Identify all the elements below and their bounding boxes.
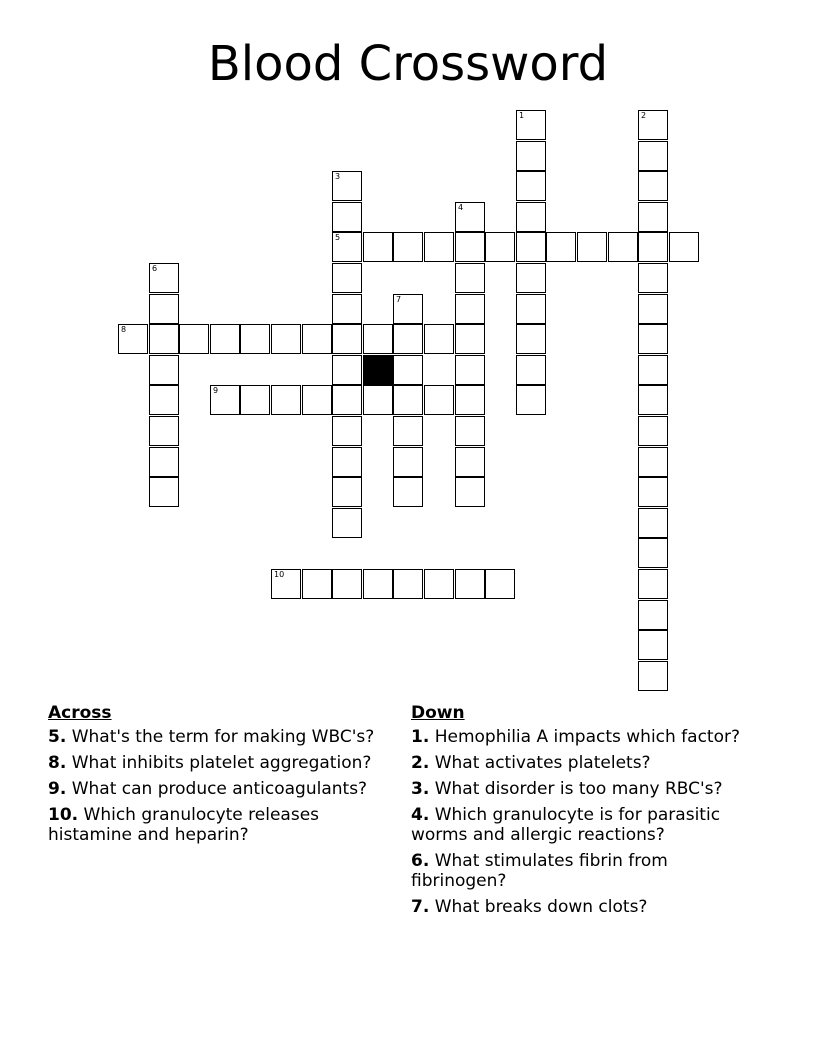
grid-cell[interactable]	[332, 416, 362, 446]
grid-cell[interactable]	[455, 447, 485, 477]
cell-number: 7	[396, 295, 402, 304]
grid-cell[interactable]	[455, 569, 485, 599]
grid-cell[interactable]	[302, 385, 332, 415]
grid-cell[interactable]	[455, 385, 485, 415]
grid-cell[interactable]	[638, 385, 668, 415]
grid-cell[interactable]	[393, 447, 423, 477]
grid-cell[interactable]	[332, 569, 362, 599]
clue-across-8	[48, 753, 378, 773]
grid-cell[interactable]	[149, 477, 179, 507]
grid-cell[interactable]	[516, 202, 546, 232]
grid-cell[interactable]	[638, 569, 668, 599]
clue-number: 8.	[48, 753, 67, 773]
clue-number: 6.	[411, 851, 430, 871]
clue-down-6	[411, 851, 741, 891]
clue-number: 3.	[411, 779, 430, 799]
grid-cell[interactable]	[485, 569, 515, 599]
grid-cell[interactable]	[302, 324, 332, 354]
grid-cell[interactable]	[455, 416, 485, 446]
clue-text: What disorder is too many RBC's?	[434, 779, 723, 799]
grid-cell[interactable]	[485, 232, 515, 262]
grid-cell[interactable]	[149, 385, 179, 415]
grid-cell[interactable]	[332, 202, 362, 232]
cell-number: 5	[335, 233, 341, 242]
grid-cell[interactable]	[516, 171, 546, 201]
grid-cell[interactable]	[332, 477, 362, 507]
grid-cell[interactable]	[271, 324, 301, 354]
grid-cell[interactable]	[302, 569, 332, 599]
grid-cell[interactable]	[455, 294, 485, 324]
clue-text: What can produce anticoagulants?	[71, 779, 368, 799]
grid-cell[interactable]	[210, 324, 240, 354]
grid-cell[interactable]	[516, 110, 546, 140]
clue-text: What inhibits platelet aggregation?	[71, 753, 372, 773]
grid-cell[interactable]	[332, 263, 362, 293]
grid-cell[interactable]	[455, 263, 485, 293]
grid-cell[interactable]	[332, 324, 362, 354]
grid-cell[interactable]	[332, 385, 362, 415]
grid-cell[interactable]	[455, 355, 485, 385]
grid-cell[interactable]	[638, 202, 668, 232]
grid-cell[interactable]	[393, 477, 423, 507]
grid-cell[interactable]	[332, 508, 362, 538]
grid-cell[interactable]	[455, 232, 485, 262]
black-square	[363, 355, 393, 385]
clue-number: 7.	[411, 897, 430, 917]
clue-number: 4.	[411, 805, 430, 825]
grid-cell[interactable]	[424, 324, 454, 354]
grid-cell[interactable]	[210, 385, 240, 415]
clue-down-7	[411, 897, 741, 917]
grid-cell[interactable]	[638, 477, 668, 507]
clue-down-3	[411, 779, 741, 799]
clue-text: Hemophilia A impacts which factor?	[434, 727, 741, 747]
grid-cell[interactable]	[424, 232, 454, 262]
grid-cell[interactable]	[149, 263, 179, 293]
grid-cell[interactable]	[608, 232, 638, 262]
grid-cell[interactable]	[393, 294, 423, 324]
grid-cell[interactable]	[149, 447, 179, 477]
grid-cell[interactable]	[638, 447, 668, 477]
cell-number: 10	[274, 570, 285, 579]
grid-cell[interactable]	[424, 385, 454, 415]
grid-cell[interactable]	[332, 294, 362, 324]
grid-cell[interactable]	[638, 324, 668, 354]
grid-cell[interactable]	[638, 508, 668, 538]
cell-number: 2	[641, 111, 647, 120]
down-clues-section	[411, 703, 741, 923]
clue-text: What stimulates fibrin from fibrinogen?	[411, 851, 668, 891]
grid-cell[interactable]	[393, 355, 423, 385]
grid-cell[interactable]	[516, 355, 546, 385]
grid-cell[interactable]	[455, 202, 485, 232]
clue-number: 10.	[48, 805, 79, 825]
grid-cell[interactable]	[638, 661, 668, 691]
grid-cell[interactable]	[149, 324, 179, 354]
clue-text: What's the term for making WBC's?	[71, 727, 375, 747]
grid-cell[interactable]	[638, 416, 668, 446]
grid-cell[interactable]	[669, 232, 699, 262]
across-heading: Across	[48, 703, 112, 723]
clue-text: What breaks down clots?	[434, 897, 648, 917]
grid-cell[interactable]	[149, 355, 179, 385]
across-clues-section	[48, 703, 378, 851]
grid-cell[interactable]	[638, 141, 668, 171]
grid-cell[interactable]	[577, 232, 607, 262]
grid-cell[interactable]	[332, 232, 362, 262]
clue-number: 5.	[48, 727, 67, 747]
page-title: Blood Crossword	[207, 36, 609, 92]
grid-cell[interactable]	[638, 355, 668, 385]
grid-cell[interactable]	[149, 294, 179, 324]
cell-number: 9	[213, 386, 219, 395]
grid-cell[interactable]	[271, 385, 301, 415]
grid-cell[interactable]	[149, 416, 179, 446]
grid-cell[interactable]	[638, 171, 668, 201]
grid-cell[interactable]	[516, 324, 546, 354]
grid-cell[interactable]	[240, 385, 270, 415]
grid-cell[interactable]	[455, 477, 485, 507]
grid-cell[interactable]	[179, 324, 209, 354]
clue-across-9	[48, 779, 378, 799]
clue-text: Which granulocyte releases histamine and heparin?	[48, 805, 320, 845]
grid-cell[interactable]	[332, 355, 362, 385]
grid-cell[interactable]	[638, 538, 668, 568]
grid-cell[interactable]	[118, 324, 148, 354]
clue-down-2	[411, 753, 741, 773]
grid-cell[interactable]	[638, 232, 668, 262]
clue-across-10	[48, 805, 378, 845]
grid-cell[interactable]	[271, 569, 301, 599]
down-heading: Down	[411, 703, 465, 723]
clue-number: 1.	[411, 727, 430, 747]
grid-cell[interactable]	[393, 569, 423, 599]
grid-cell[interactable]	[424, 569, 454, 599]
clue-down-1	[411, 727, 741, 747]
clue-across-5	[48, 727, 378, 747]
cell-number: 6	[152, 264, 158, 273]
grid-cell[interactable]	[363, 324, 393, 354]
grid-cell[interactable]	[240, 324, 270, 354]
clue-number: 9.	[48, 779, 67, 799]
grid-cell[interactable]	[455, 324, 485, 354]
grid-cell[interactable]	[393, 232, 423, 262]
grid-cell[interactable]	[638, 600, 668, 630]
grid-cell[interactable]	[393, 324, 423, 354]
grid-cell[interactable]	[638, 294, 668, 324]
grid-cell[interactable]	[516, 294, 546, 324]
grid-cell[interactable]	[638, 630, 668, 660]
clue-text: Which granulocyte is for parasitic worms and allergic reactions?	[411, 805, 721, 845]
clue-down-4	[411, 805, 741, 845]
grid-cell[interactable]	[516, 141, 546, 171]
grid-cell[interactable]	[516, 263, 546, 293]
grid-cell[interactable]	[363, 232, 393, 262]
clue-text: What activates platelets?	[434, 753, 651, 773]
grid-cell[interactable]	[516, 385, 546, 415]
cell-number: 8	[121, 325, 127, 334]
grid-cell[interactable]	[393, 416, 423, 446]
grid-cell[interactable]	[516, 232, 546, 262]
grid-cell[interactable]	[363, 569, 393, 599]
clue-number: 2.	[411, 753, 430, 773]
grid-cell[interactable]	[638, 263, 668, 293]
grid-cell[interactable]	[638, 110, 668, 140]
cell-number: 1	[519, 111, 525, 120]
grid-cell[interactable]	[393, 385, 423, 415]
cell-number: 3	[335, 172, 341, 181]
grid-cell[interactable]	[546, 232, 576, 262]
grid-cell[interactable]	[332, 447, 362, 477]
cell-number: 4	[458, 203, 464, 212]
grid-cell[interactable]	[332, 171, 362, 201]
grid-cell[interactable]	[363, 385, 393, 415]
